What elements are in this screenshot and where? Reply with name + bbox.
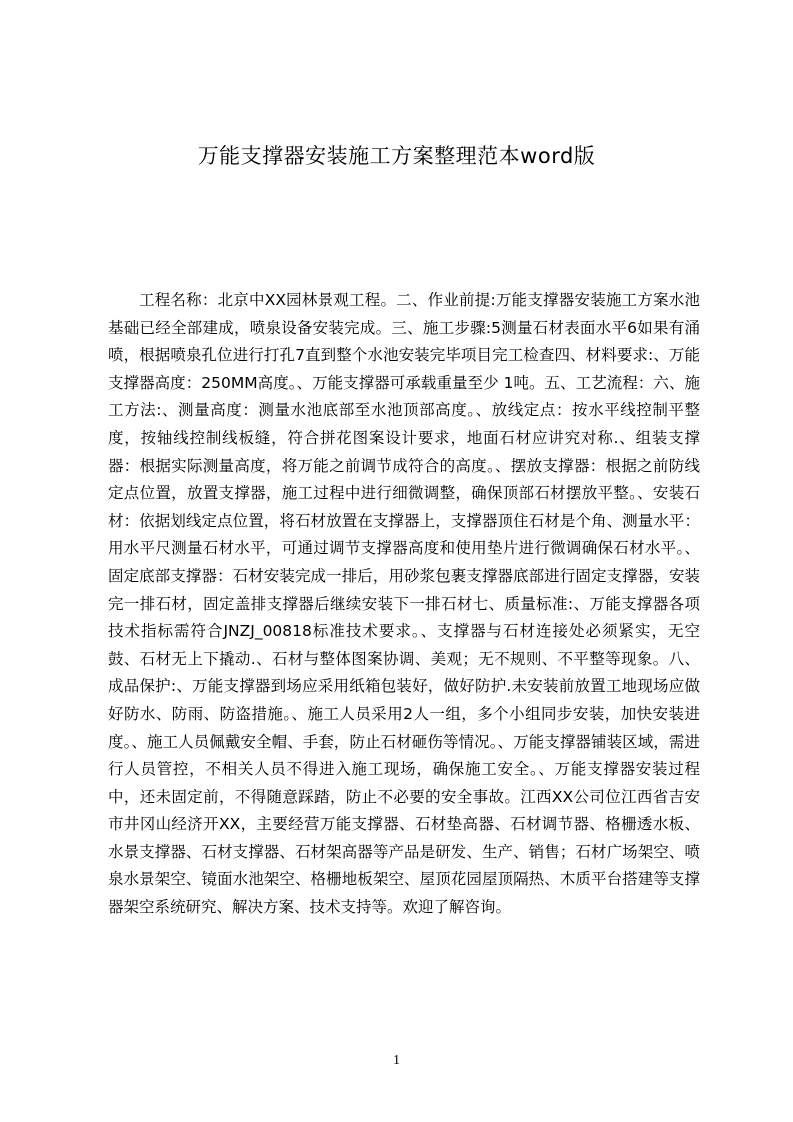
page-number: 1 <box>393 1053 400 1068</box>
document-body-paragraph: 工程名称：北京中XX园林景观工程。二、作业前提:万能支撑器安装施工方案水池基础已经全部建成，喷泉设备安装完成。三、施工步骤:5测量石材表面水平6如果有涌喷，根据喷泉孔位进行打孔7直到整个水池安装完毕项目完工检查四、材料要求:、万能支撑器高度：250MM高度。、万能支撑器可承载重量至少 1吨。五、工艺流程：六、施工方法:、测量高度：测量水池底部至水池顶部高度。、放线定点：按水平线控制平整度，按轴线控制线板缝，符合拼花图案设计要求，地面石材应讲究对称.、组装支撑器：根据实际测量高度，将万能之前调节成符合的高度。、摆放支撑器：根据之前防线定点位置，放置支撑器，施工过程中进行细微调整，确保顶部石材摆放平整。、安装石材：依据划线定点位置，将石材放置在支撑器上，支撑器顶住石材是个角、测量水平：用水平尺测量石材水平，可通过调节支撑器高度和使用垫片进行微调确保石材水平。、固定底部支撑器：石材安装完成一排后，用砂浆包裹支撑器底部进行固定支撑器，安装完一排石材，固定盖排支撑器后继续安装下一排石材七、质量标准:、万能支撑器各项技术指标需符合JNZJ_00818标准技术要求。、支撑器与石材连接处必须紧实，无空鼓、石材无上下撬动.、石材与整体图案协调、美观；无不规则、不平整等现象。八、成品保护:、万能支撑器到场应采用纸箱包装好，做好防护.未安装前放置工地现场应做好防水、防雨、防盗措施。、施工人员采用2人一组，多个小组同步安装，加快安装进度。、施工人员佩戴安全帽、手套，防止石材砸伤等情况。、万能支撑器铺装区域，需进行人员管控，不相关人员不得进入施工现场，确保施工安全。、万能支撑器安装过程中，还未固定前，不得随意踩踏，防止不必要的安全事故。江西XX公司位江西省吉安市井冈山经济开XX，主要经营万能支撑器、石材垫高器、石材调节器、格栅透水板、水景支撑器、石材支撑器、石材架高器等产品是研发、生产、销售；石材广场架空、喷泉水景架空、镜面水池架空、格栅地板架空、屋顶花园屋顶隔热、木质平台搭建等支撑器架空系统研究、解决方案、技术支持等。欢迎了解咨询。 <box>108 291 700 917</box>
document-title: 万能支撑器安装施工方案整理范本word版 <box>197 144 596 168</box>
